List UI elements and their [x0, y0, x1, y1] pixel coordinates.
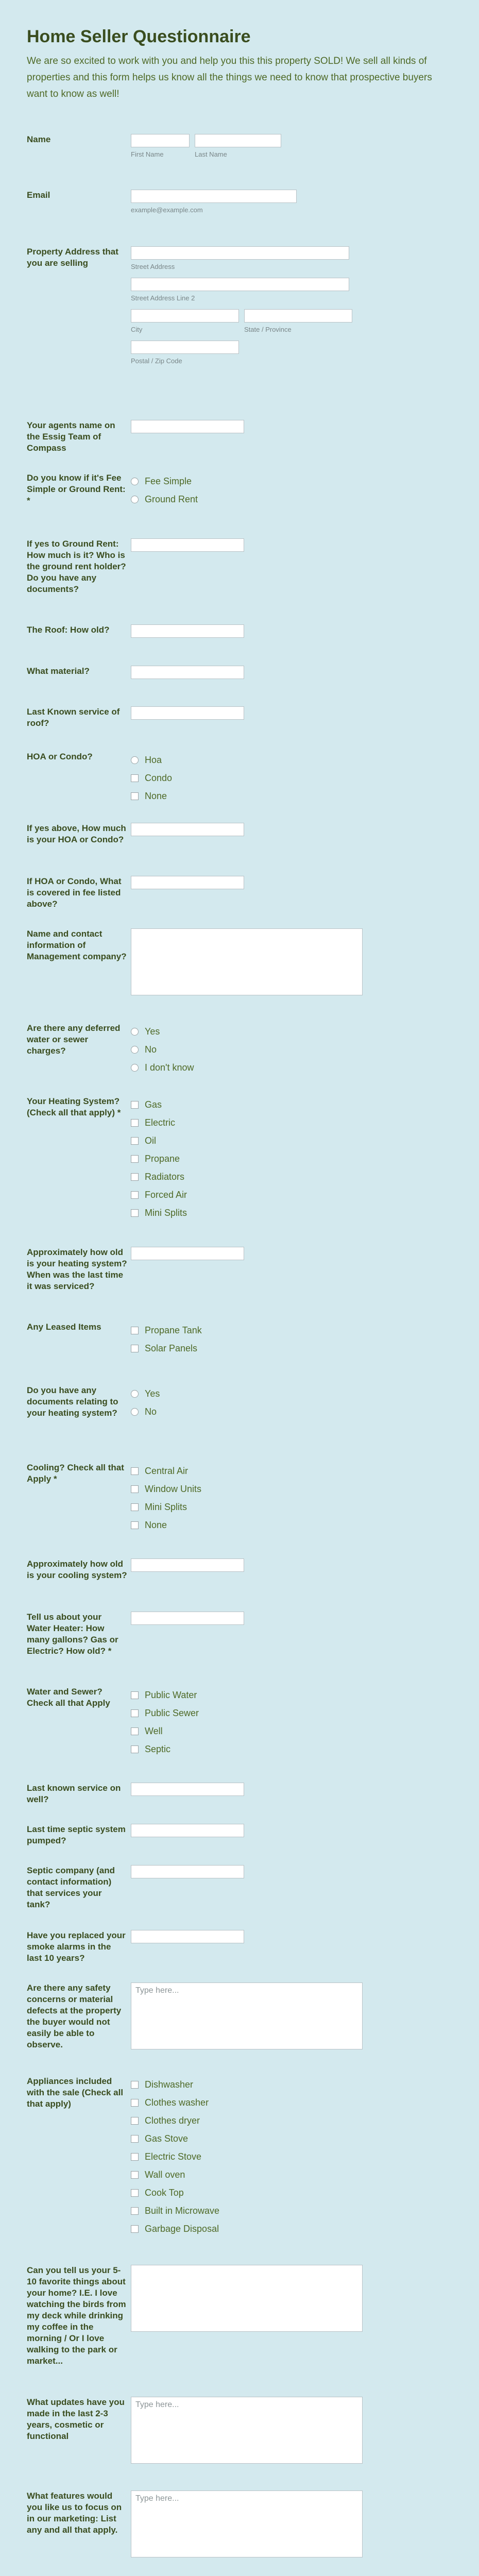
hoa-amount-label: If yes above, How much is your HOA or Condo? — [27, 823, 126, 844]
updates-label: What updates have you made in the last 2-3 years, cosmetic or functional — [27, 2397, 125, 2441]
cooling-age-input[interactable] — [131, 1558, 244, 1572]
radio-button[interactable] — [131, 478, 139, 485]
septic-option[interactable]: Septic — [131, 1740, 199, 1758]
checkbox[interactable] — [131, 1137, 139, 1145]
appliances-label: Appliances included with the sale (Check all that apply) — [27, 2076, 124, 2109]
cook-top-option[interactable]: Cook Top — [131, 2184, 219, 2202]
well-service-input[interactable] — [131, 1783, 244, 1796]
smoke-alarms-input[interactable] — [131, 1930, 244, 1943]
dishwasher-option[interactable]: Dishwasher — [131, 2076, 219, 2094]
heating-propane-option[interactable]: Propane — [131, 1150, 187, 1168]
solar-panels-option[interactable]: Solar Panels — [131, 1340, 202, 1358]
email-controls — [131, 190, 297, 214]
last-name-sublabel: Last Name — [195, 150, 227, 158]
street-address-sublabel: Street Address — [131, 263, 175, 270]
required-marker: * — [117, 1108, 121, 1117]
checkbox[interactable] — [131, 1191, 139, 1199]
favorites-textarea[interactable] — [131, 2265, 363, 2332]
deferred-label: Are there any deferred water or sewer charges? — [27, 1023, 121, 1056]
address-label: Property Address that you are selling — [27, 247, 118, 268]
agent-label: Your agents name on the Essig Team of Compass — [27, 420, 115, 453]
radio-button[interactable] — [131, 1064, 139, 1072]
heating-electric-option[interactable]: Electric — [131, 1114, 187, 1132]
clothes-dryer-option[interactable]: Clothes dryer — [131, 2112, 219, 2130]
radio-button[interactable] — [131, 1028, 139, 1036]
street-address-line2-input[interactable] — [131, 278, 349, 291]
wall-oven-option[interactable]: Wall oven — [131, 2166, 219, 2184]
leased-label: Any Leased Items — [27, 1322, 101, 1332]
email-input[interactable] — [131, 190, 297, 203]
garbage-disposal-option[interactable]: Garbage Disposal — [131, 2220, 219, 2238]
material-input[interactable] — [131, 666, 244, 679]
checkbox[interactable] — [131, 2081, 139, 2089]
septic-pumped-label: Last time septic system pumped? — [27, 1824, 126, 1845]
checkbox[interactable] — [131, 792, 139, 800]
septic-pumped-input[interactable] — [131, 1824, 244, 1837]
favorites-label: Can you tell us your 5-10 favorite things about your home? I.E. I love watching the birds from my deck while drinking my coffee in the morning / Or I love walking to the park or market... — [27, 2265, 126, 2366]
radio-button[interactable] — [131, 1390, 139, 1398]
form-intro: We are so excited to work with you and help you this this property SOLD! We sell all kinds of properties and this form helps us know all the things we need to know that prospective buyers want to know as well! — [27, 56, 432, 99]
radio-button[interactable] — [131, 1046, 139, 1054]
heating-age-input[interactable] — [131, 1247, 244, 1260]
water-heater-label: Tell us about your Water Heater: How many gallons? Gas or Electric? How old? * — [27, 1612, 118, 1656]
heating-radiators-option[interactable]: Radiators — [131, 1168, 187, 1186]
leased-options — [131, 1321, 202, 1358]
septic-company-label: Septic company (and contact information) that services your tank? — [27, 1866, 115, 1909]
checkbox[interactable] — [131, 2207, 139, 2215]
deferred-options — [131, 1023, 194, 1077]
smoke-alarms-label: Have you replaced your smoke alarms in the last 10 years? — [27, 1930, 126, 1963]
cooling-label: Cooling? Check all that Apply * — [27, 1463, 124, 1484]
deferred-no-option[interactable]: No — [131, 1041, 194, 1059]
agent-input[interactable] — [131, 420, 244, 433]
checkbox[interactable] — [131, 2225, 139, 2233]
roof-input[interactable] — [131, 624, 244, 638]
heating-docs-no-option[interactable]: No — [131, 1403, 160, 1421]
features-textarea[interactable] — [131, 2490, 363, 2557]
email-label: Email — [27, 190, 50, 200]
roof-service-label: Last Known service of roof? — [27, 707, 120, 728]
ground-rent-input[interactable] — [131, 538, 244, 552]
form-title: Home Seller Questionnaire — [27, 27, 251, 46]
checkbox[interactable] — [131, 1467, 139, 1475]
cooling-none-option[interactable]: None — [131, 1516, 201, 1534]
built-in-microwave-option[interactable]: Built in Microwave — [131, 2202, 219, 2220]
roof-service-input[interactable] — [131, 706, 244, 720]
hoa-covered-label: If HOA or Condo, What is covered in fee listed above? — [27, 876, 122, 909]
email-sublabel: example@example.com — [131, 206, 203, 214]
checkbox[interactable] — [131, 1521, 139, 1529]
updates-textarea[interactable] — [131, 2397, 363, 2464]
checkbox[interactable] — [131, 1345, 139, 1352]
city-sublabel: City — [131, 326, 143, 333]
heating-docs-label: Do you have any documents relating to your heating system? — [27, 1385, 118, 1418]
septic-company-input[interactable] — [131, 1865, 244, 1878]
state-sublabel: State / Province — [244, 326, 292, 333]
features-label: What features would you like us to focus on in our marketing: List any and all that apply. — [27, 2491, 122, 2535]
checkbox[interactable] — [131, 2099, 139, 2107]
none-option[interactable]: None — [131, 787, 172, 805]
checkbox[interactable] — [131, 1745, 139, 1753]
checkbox[interactable] — [131, 1173, 139, 1181]
heating-gas-option[interactable]: Gas — [131, 1096, 187, 1114]
first-name-input[interactable] — [131, 134, 190, 147]
hoa-options — [131, 751, 172, 805]
checkbox[interactable] — [131, 1691, 139, 1699]
cooling-mini-splits-option[interactable]: Mini Splits — [131, 1498, 201, 1516]
propane-tank-option[interactable]: Propane Tank — [131, 1321, 202, 1340]
first-name-sublabel: First Name — [131, 150, 164, 158]
form-header — [27, 27, 454, 103]
gas-stove-option[interactable]: Gas Stove — [131, 2130, 219, 2148]
heating-oil-option[interactable]: Oil — [131, 1132, 187, 1150]
zip-sublabel: Postal / Zip Code — [131, 357, 182, 365]
address-controls — [131, 246, 352, 365]
deferred-unknown-option[interactable]: I don't know — [131, 1059, 194, 1077]
heating-docs-yes-option[interactable]: Yes — [131, 1385, 160, 1403]
water-sewer-options — [131, 1686, 199, 1758]
radio-button[interactable] — [131, 1408, 139, 1416]
last-name-input[interactable] — [195, 134, 281, 147]
fee-simple-label: Do you know if it's Fee Simple or Ground Rent: * — [27, 473, 126, 505]
public-water-option[interactable]: Public Water — [131, 1686, 199, 1704]
public-sewer-option[interactable]: Public Sewer — [131, 1704, 199, 1722]
checkbox[interactable] — [131, 1709, 139, 1717]
street-address-line2-sublabel: Street Address Line 2 — [131, 294, 195, 302]
defects-label: Are there any safety concerns or material defects at the property the buyer would not easily be able to observe. — [27, 1983, 122, 2049]
well-option[interactable]: Well — [131, 1722, 199, 1740]
window-units-option[interactable]: Window Units — [131, 1480, 201, 1498]
state-input[interactable] — [244, 309, 352, 323]
ground-rent-option[interactable]: Ground Rent — [131, 490, 198, 509]
radio-button[interactable] — [131, 756, 139, 764]
heating-forced-air-option[interactable]: Forced Air — [131, 1186, 187, 1204]
deferred-yes-option[interactable]: Yes — [131, 1023, 194, 1041]
checkbox[interactable] — [131, 774, 139, 782]
hoa-label: HOA or Condo? — [27, 752, 93, 761]
roof-label: The Roof: How old? — [27, 625, 110, 635]
checkbox[interactable] — [131, 1727, 139, 1735]
material-label: What material? — [27, 666, 90, 676]
required-marker: * — [27, 496, 30, 505]
required-marker: * — [108, 1646, 112, 1656]
checkbox[interactable] — [131, 1155, 139, 1163]
clothes-washer-option[interactable]: Clothes washer — [131, 2094, 219, 2112]
central-air-option[interactable]: Central Air — [131, 1462, 201, 1480]
ground-rent-label: If yes to Ground Rent: How much is it? Who is the ground rent holder? Do you have any documents? — [27, 539, 126, 594]
management-label: Name and contact information of Management company? — [27, 929, 127, 961]
radio-button[interactable] — [131, 496, 139, 503]
water-heater-input[interactable] — [131, 1612, 244, 1625]
checkbox[interactable] — [131, 1209, 139, 1217]
cooling-age-label: Approximately how old is your cooling system? — [27, 1559, 127, 1580]
heating-label: Your Heating System? (Check all that apply) * — [27, 1096, 121, 1117]
heating-options — [131, 1096, 187, 1222]
condo-option[interactable]: Condo — [131, 769, 172, 787]
checkbox[interactable] — [131, 1503, 139, 1511]
checkbox[interactable] — [131, 2153, 139, 2161]
management-textarea[interactable] — [131, 928, 363, 995]
required-marker: * — [53, 1474, 57, 1484]
water-sewer-label: Water and Sewer? Check all that Apply — [27, 1687, 110, 1708]
heating-docs-options — [131, 1385, 160, 1421]
well-service-label: Last known service on well? — [27, 1783, 121, 1804]
checkbox[interactable] — [131, 1119, 139, 1127]
checkbox[interactable] — [131, 2135, 139, 2143]
checkbox[interactable] — [131, 1327, 139, 1334]
defects-textarea[interactable] — [131, 1982, 363, 2049]
cooling-options — [131, 1462, 201, 1534]
heating-mini-splits-option[interactable]: Mini Splits — [131, 1204, 187, 1222]
checkbox[interactable] — [131, 2117, 139, 2125]
appliances-options — [131, 2076, 219, 2238]
fee-simple-options — [131, 472, 198, 509]
city-input[interactable] — [131, 309, 239, 323]
checkbox[interactable] — [131, 1485, 139, 1493]
zip-input[interactable] — [131, 341, 239, 354]
fee-simple-option[interactable]: Fee Simple — [131, 472, 198, 490]
checkbox[interactable] — [131, 1101, 139, 1109]
street-address-input[interactable] — [131, 246, 349, 260]
heating-age-label: Approximately how old is your heating system? When was the last time it was serviced? — [27, 1247, 127, 1291]
hoa-option[interactable]: Hoa — [131, 751, 172, 769]
checkbox[interactable] — [131, 2189, 139, 2197]
name-controls — [131, 134, 281, 158]
hoa-amount-input[interactable] — [131, 823, 244, 836]
name-label: Name — [27, 134, 51, 144]
electric-stove-option[interactable]: Electric Stove — [131, 2148, 219, 2166]
hoa-covered-input[interactable] — [131, 876, 244, 889]
checkbox[interactable] — [131, 2171, 139, 2179]
